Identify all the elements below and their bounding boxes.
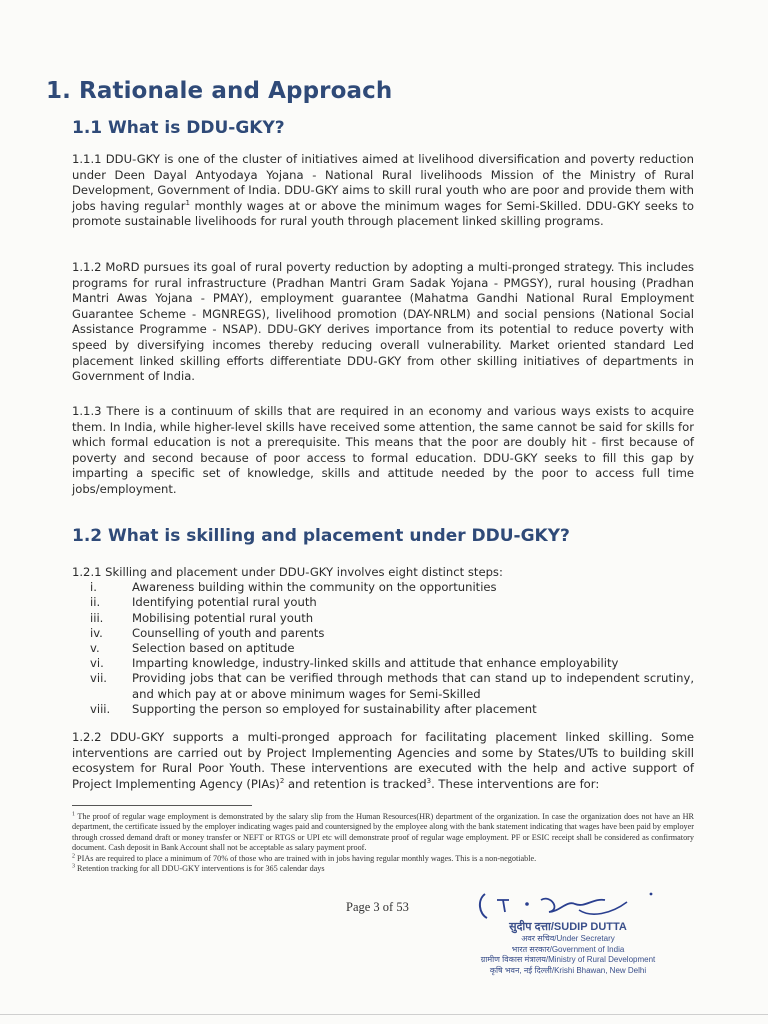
footnote-ref-3: 3 bbox=[426, 776, 432, 785]
list-item bbox=[72, 611, 694, 626]
step-number: v. bbox=[90, 641, 100, 656]
list-item bbox=[72, 626, 694, 641]
page-bottom-edge bbox=[0, 1014, 768, 1015]
footnote-text: The proof of regular wage employment is demonstrated by the salary slip from the Human Resources(HR) department of the organization. In case the organization does not have an HR department, the certificate issued by the employer indicating wages paid and countersigned by the employee along with the bank statement indicating that wages have been paid by employer through crossed demand draft or money transfer or NEFT or RTGS or UPI etc will demonstrate proof of regular wage employment. PF or ESIC receipt shall be considered as confirmatory document. Cash deposit in Bank Account shall not be acceptable as salary payment proof. bbox=[72, 812, 694, 853]
paragraph-1-2-2-text: 1.2.2 DDU-GKY supports a multi-pronged approach for facilitating placement linked skilling. Some interventions are carried out by Project Implementing Agencies and some by States/UTs to building skill ecosystem for Rural Poor Youth. These interventions are executed with the help and active support of Project Implementing Agency (PIAs) bbox=[72, 730, 694, 791]
list-item bbox=[72, 595, 694, 610]
paragraph-1-1-1 bbox=[72, 152, 694, 230]
footnote-2 bbox=[72, 854, 694, 864]
footnote-text: PIAs are required to place a minimum of 70% of those who are trained with in jobs having regular monthly wages. This is a non-negotiable. bbox=[75, 853, 537, 863]
step-text: Selection based on aptitude bbox=[132, 641, 295, 656]
paragraph-1-2-2 bbox=[72, 730, 694, 792]
paragraph-1-1-1-text: 1.1.1 DDU-GKY is one of the cluster of initiatives aimed at livelihood diversification and poverty reduction under Deen Dayal Antyodaya Yojana - National Rural livelihoods Mission of the Ministry of Rural Development, Government of India. DDU-GKY aims to skill rural youth who are poor and provide them with jobs having regular bbox=[72, 152, 694, 213]
list-item bbox=[72, 702, 694, 717]
footnotes bbox=[72, 812, 694, 874]
footnote-ref-2: 2 bbox=[279, 776, 285, 785]
signature-icon bbox=[475, 888, 665, 924]
step-number: viii. bbox=[90, 701, 111, 716]
list-item bbox=[72, 671, 694, 701]
subsection-heading-skilling-placement: 1.2 What is skilling and placement under DDU-GKY? bbox=[72, 526, 570, 546]
step-text: Awareness building within the community on the opportunities bbox=[132, 580, 497, 595]
footnote-mark: 3 bbox=[72, 863, 75, 870]
stamp-government: भारत सरकार/Government of India bbox=[511, 944, 625, 954]
step-number: iii. bbox=[90, 610, 104, 625]
stamp-address: कृषि भवन, नई दिल्ली/Krishi Bhawan, New Delhi bbox=[489, 965, 647, 975]
step-text: Providing jobs that can be verified through methods that can stand up to independent scrutiny, and which pay at or above minimum wages for Semi-Skilled bbox=[132, 671, 694, 701]
footnote-mark: 2 bbox=[72, 852, 75, 859]
step-number: vii. bbox=[90, 671, 107, 686]
stamp-ministry: ग्रामीण विकास मंत्रालय/Ministry of Rural Development bbox=[480, 955, 656, 964]
step-number: ii. bbox=[90, 595, 101, 610]
list-item bbox=[72, 580, 694, 595]
page-number: Page 3 of 53 bbox=[346, 900, 409, 914]
paragraph-1-2-2-end: . These interventions are for: bbox=[431, 776, 600, 791]
list-item bbox=[72, 656, 694, 671]
footnote-ref-1: 1 bbox=[185, 198, 190, 207]
section-heading: 1. Rationale and Approach bbox=[46, 78, 393, 104]
step-number: iv. bbox=[90, 625, 103, 640]
paragraph-1-1-2: 1.1.2 MoRD pursues its goal of rural poverty reduction by adopting a multi-pronged strategy. This includes programs for rural infrastructure (Pradhan Mantri Gram Sadak Yojana - PMGSY), rural housing (Pradhan Mantri Awas Yojana - PMAY), employment guarantee (Mahatma Gandhi National Rural Employment Guarantee Scheme - MGNREGS), livelihood promotion (DAY-NRLM) and social pensions (National Social Assistance Programme - NSAP). DDU-GKY derives importance from its potential to reduce poverty with speed by diversifying incomes thereby reducing overall vulnerability. Market oriented standard Led placement linked skilling efforts differentiate DDU-GKY from other skilling initiatives of departments in Government of India. bbox=[72, 260, 694, 384]
step-text: Mobilising potential rural youth bbox=[132, 610, 314, 625]
steps-list bbox=[72, 565, 694, 717]
list-item bbox=[72, 641, 694, 656]
footnote-divider bbox=[72, 805, 252, 806]
stamp-name: सुदीप दत्ता/SUDIP DUTTA bbox=[509, 921, 627, 933]
footnote-text: Retention tracking for all DDU-GKY interventions is for 365 calendar days bbox=[75, 864, 325, 874]
paragraph-1-1-1-rest: monthly wages at or above the minimum wages for Semi-Skilled. DDU-GKY seeks to promote sustainable livelihoods for rural youth through placement linked skilling programs. bbox=[72, 198, 694, 229]
footnote-1 bbox=[72, 812, 694, 854]
step-number: i. bbox=[90, 580, 97, 595]
step-text: Supporting the person so employed for sustainability after placement bbox=[132, 701, 537, 716]
stamp-designation: अवर सचिव/Under Secretary bbox=[521, 934, 615, 943]
step-text: Imparting knowledge, industry-linked skills and attitude that enhance employability bbox=[132, 656, 619, 671]
paragraph-1-2-2-mid: and retention is tracked bbox=[284, 776, 427, 791]
step-text: Counselling of youth and parents bbox=[132, 625, 325, 640]
paragraph-1-1-3: 1.1.3 There is a continuum of skills that are required in an economy and various ways exists to acquire them. In India, while higher-level skills have received some attention, the same cannot be said for skills for which formal education is not a prerequisite. This means that the poor are doubly hit - first because of poverty and second because of poor access to formal education. DDU-GKY seeks to fill this gap by imparting a specific set of knowledge, skills and attitude needed by the poor to access full time jobs/employment. bbox=[72, 404, 694, 496]
step-text: Identifying potential rural youth bbox=[132, 595, 317, 610]
footnote-3 bbox=[72, 864, 694, 874]
subsection-heading-what-is-ddugky: 1.1 What is DDU-GKY? bbox=[72, 118, 285, 138]
step-number: vi. bbox=[90, 656, 104, 671]
official-stamp bbox=[468, 920, 668, 976]
steps-intro: 1.2.1 Skilling and placement under DDU-GKY involves eight distinct steps: bbox=[72, 565, 503, 579]
footnote-mark: 1 bbox=[72, 811, 75, 818]
